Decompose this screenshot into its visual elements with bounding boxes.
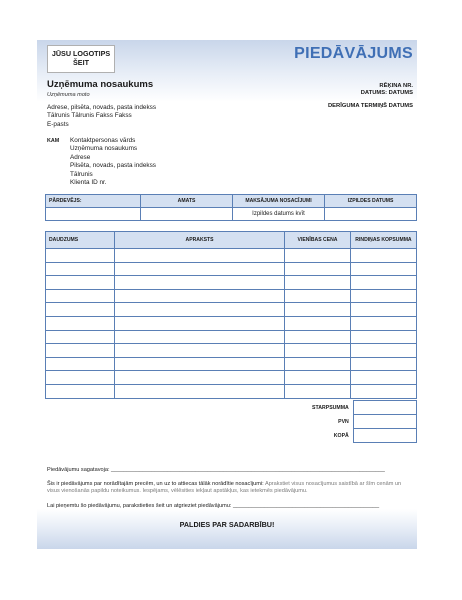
- line-total-cell[interactable]: [350, 344, 416, 358]
- line-total-cell[interactable]: [350, 262, 416, 276]
- line-total-cell[interactable]: [350, 357, 416, 371]
- unit-price-cell[interactable]: [285, 371, 351, 385]
- sales-info-table: [45, 194, 417, 221]
- unit-price-cell[interactable]: [285, 330, 351, 344]
- footer-band: [37, 509, 417, 549]
- prepared-by-line: Piedāvājumu sagatavoja: ________________________________________________________________________________________: [47, 467, 385, 473]
- terms-grey-text: Aprakstiet visus nosacījumus saistībā ar šīm cenām un visus vienošanās papildu noteikumus. Iespējams, vēlēsities iekļaut apstākļus, kas ietekmēs piedāvājumu.: [47, 481, 402, 495]
- logo-line-2: ŠEIT: [73, 57, 89, 67]
- sender-address: Adrese, pilsēta, novads, pasta indekss: [47, 104, 157, 111]
- quantity-cell[interactable]: [46, 303, 115, 317]
- vat-value[interactable]: [353, 415, 416, 429]
- thanks-message: PALDIES PAR SADARBĪBU!: [179, 520, 275, 529]
- header-seller: PĀRDEVĒJS:: [46, 195, 141, 208]
- recipient-city: Pilsēta, novads, pasta indekss: [70, 162, 156, 170]
- header-description: APRAKSTS: [115, 232, 285, 249]
- quote-page: [37, 40, 417, 548]
- quantity-cell[interactable]: [46, 357, 115, 371]
- item-rows: [46, 249, 417, 399]
- total-value[interactable]: [353, 429, 416, 443]
- quantity-cell[interactable]: [46, 249, 115, 263]
- recipient-address: Adrese: [70, 153, 91, 161]
- payment-terms-cell[interactable]: Izpildes datums kvīt: [232, 208, 324, 221]
- quote-date: DATUMS: DATUMS: [360, 90, 413, 96]
- quantity-cell[interactable]: [46, 330, 115, 344]
- description-cell[interactable]: [115, 330, 285, 344]
- subtotal-value[interactable]: [353, 401, 416, 415]
- recipient-contact: Kontaktpersonas vārds: [70, 137, 136, 144]
- due-date-cell[interactable]: [325, 208, 417, 221]
- table-row: [46, 316, 417, 330]
- unit-price-cell[interactable]: [285, 249, 351, 263]
- quantity-cell[interactable]: [46, 262, 115, 276]
- line-total-cell[interactable]: [350, 276, 416, 290]
- valid-until: DERĪGUMA TERMIŅŠ DATUMS: [327, 103, 413, 109]
- accept-line: Lai pieņemtu šo piedāvājumu, parakstieties šeit un atgrieziet piedāvājumu: _______________________________________________: [47, 503, 380, 509]
- line-total-cell[interactable]: [350, 249, 416, 263]
- table-row: [46, 262, 417, 276]
- header-line-total: RINDIŅAS KOPSUMMA: [350, 232, 416, 249]
- header-position: AMATS: [141, 195, 233, 208]
- header-payment-terms: MAKSĀJUMA NOSACĪJUMI: [232, 195, 324, 208]
- table-row: [46, 357, 417, 371]
- description-cell[interactable]: [115, 371, 285, 385]
- header-quantity: DAUDZUMS: [46, 232, 115, 249]
- table-row: [46, 371, 417, 385]
- line-total-cell[interactable]: [350, 384, 416, 398]
- description-cell[interactable]: [115, 289, 285, 303]
- company-name: Uzņēmuma nosaukums: [47, 79, 154, 90]
- seller-cell[interactable]: [46, 208, 141, 221]
- unit-price-cell[interactable]: [285, 303, 351, 317]
- description-cell[interactable]: [115, 357, 285, 371]
- logo-placeholder: [47, 45, 115, 73]
- recipient-company: Uzņēmuma nosaukums: [70, 145, 138, 153]
- description-cell[interactable]: [115, 276, 285, 290]
- document-title: PIEDĀVĀJUMS: [294, 45, 413, 62]
- sender-block: [47, 104, 156, 129]
- line-total-cell[interactable]: [350, 316, 416, 330]
- unit-price-cell[interactable]: [285, 357, 351, 371]
- sender-email: E-pasts: [47, 120, 69, 128]
- recipient-label: KAM: [47, 138, 60, 144]
- invoice-number: RĒĶINA NR.: [379, 83, 413, 89]
- vat-label: PVN: [338, 418, 349, 425]
- recipient-phone: Tālrunis: [70, 170, 93, 178]
- table-row: [46, 276, 417, 290]
- quantity-cell[interactable]: [46, 289, 115, 303]
- table-row: [46, 249, 417, 263]
- description-cell[interactable]: [115, 249, 285, 263]
- quantity-cell[interactable]: [46, 384, 115, 398]
- recipient-block: [70, 137, 156, 187]
- unit-price-cell[interactable]: [285, 289, 351, 303]
- table-row: [46, 344, 417, 358]
- unit-price-cell[interactable]: [285, 384, 351, 398]
- header-unit-price: VIENĪBAS CENA: [285, 232, 351, 249]
- logo-line-1: JŪSU LOGOTIPS: [51, 49, 111, 58]
- quantity-cell[interactable]: [46, 276, 115, 290]
- total-label: KOPĀ: [333, 432, 349, 439]
- table-row: [46, 384, 417, 398]
- quantity-cell[interactable]: [46, 344, 115, 358]
- line-total-cell[interactable]: [350, 330, 416, 344]
- description-cell[interactable]: [115, 316, 285, 330]
- line-total-cell[interactable]: [350, 303, 416, 317]
- sender-phones: Tālrunis Tālrunis Fakss Fakss: [47, 112, 132, 120]
- recipient-client-id: Klienta ID nr.: [70, 179, 107, 187]
- description-cell[interactable]: [115, 262, 285, 276]
- description-cell[interactable]: [115, 344, 285, 358]
- header-due-date: IZPILDES DATUMS: [325, 195, 417, 208]
- quantity-cell[interactable]: [46, 371, 115, 385]
- line-total-cell[interactable]: [350, 371, 416, 385]
- items-table: [45, 231, 417, 399]
- terms-paragraph: [47, 481, 415, 495]
- table-row: [46, 289, 417, 303]
- unit-price-cell[interactable]: [285, 276, 351, 290]
- totals-table: [276, 400, 417, 443]
- company-moto: Uzņēmuma moto: [47, 92, 90, 98]
- description-cell[interactable]: [115, 303, 285, 317]
- table-row: [46, 303, 417, 317]
- unit-price-cell[interactable]: [285, 316, 351, 330]
- position-cell[interactable]: [141, 208, 233, 221]
- description-cell[interactable]: [115, 384, 285, 398]
- line-total-cell[interactable]: [350, 289, 416, 303]
- quantity-cell[interactable]: [46, 316, 115, 330]
- terms-dark-text: Šis ir piedāvājums par norādītajām precēm, un uz to attiecas tālāk norādītie nosacījumi:: [47, 481, 264, 487]
- subtotal-label: STARPSUMMA: [312, 404, 349, 411]
- table-row: [46, 330, 417, 344]
- unit-price-cell[interactable]: [285, 262, 351, 276]
- unit-price-cell[interactable]: [285, 344, 351, 358]
